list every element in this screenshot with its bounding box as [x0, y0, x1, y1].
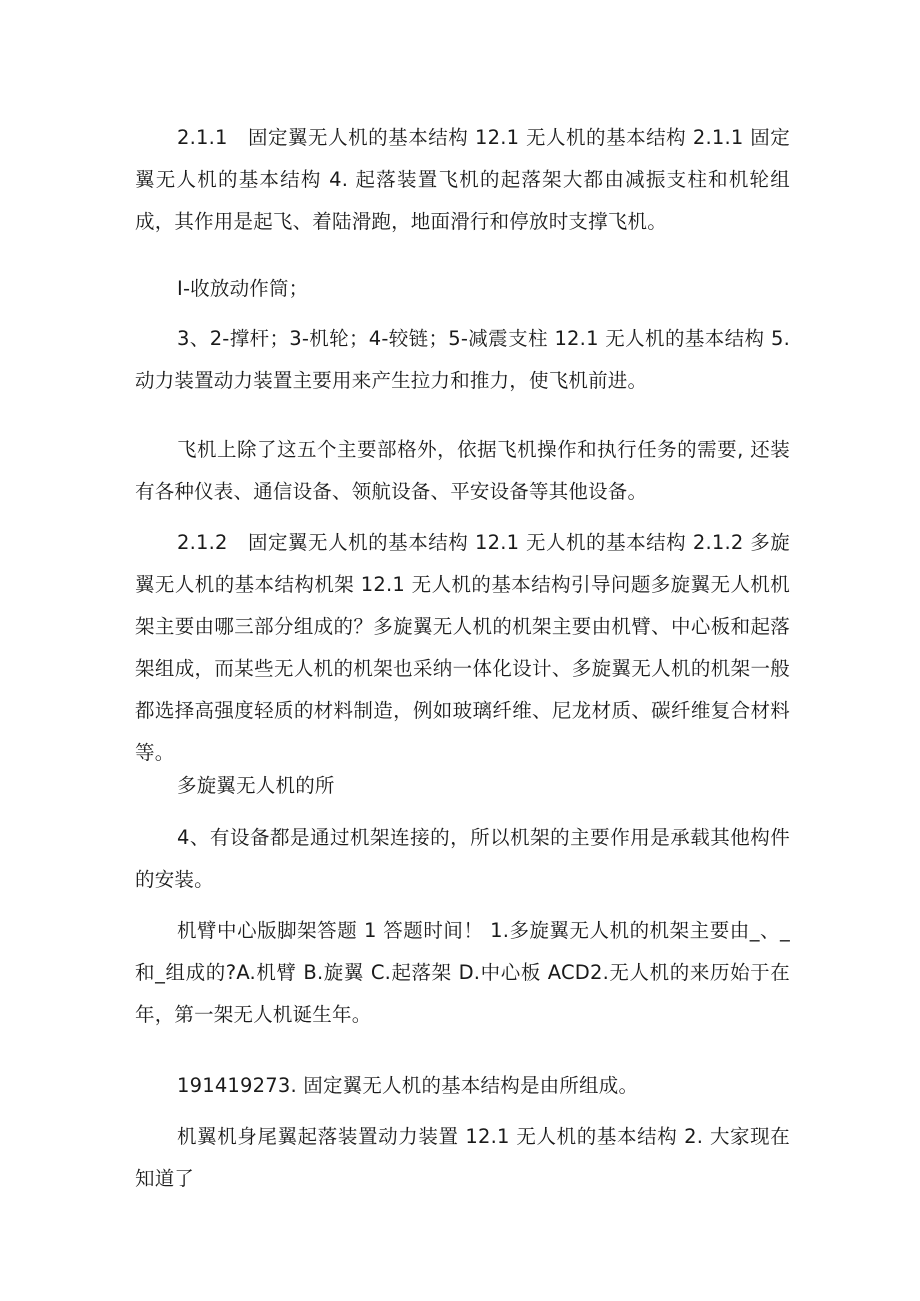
- paragraph-1: 2.1.1 固定翼无人机的基本结构 12.1 无人机的基本结构 2.1.1 固定翼无人机的基本结构 4. 起落装置飞机的起落架大都由减振支柱和机轮组成，其作用是起飞、着陆滑跑，地面滑行和停放时支撑飞机。: [135, 126, 790, 233]
- paragraph-4: 飞机上除了这五个主要部格外，依据飞机操作和执行任务的需要, 还装有各种仪表、通信设备、领航设备、平安设备等其他设备。: [135, 438, 790, 503]
- paragraph-9: 191419273. 固定翼无人机的基本结构是由所组成。: [177, 1074, 639, 1097]
- paragraph-2: I-收放动作筒；: [177, 277, 309, 300]
- paragraph-5: 2.1.2 固定翼无人机的基本结构 12.1 无人机的基本结构 2.1.2 多旋翼无人机的基本结构机架 12.1 无人机的基本结构引导问题多旋翼无人机机架主要由哪三部分组成的？多旋翼无人机的机架主要由机臂、中心板和起落架组成，而某些无人机的机架也采纳一体化设计、多旋翼无人机的机架一般都选择高强度轻质的材料制造，例如玻璃纤维、尼龙材质、碳纤维复合材料等。: [135, 531, 790, 764]
- paragraph-3: 3、2-撑杆；3-机轮；4-较链；5-减震支柱 12.1 无人机的基本结构 5. 动力装置动力装置主要用来产生拉力和推力，使飞机前进。: [135, 327, 790, 392]
- paragraph-8: 机臂中心版脚架答题 1 答题时间！ 1.多旋翼无人机的机架主要由_、_和_组成的?A.机臂 B.旋翼 C.起落架 D.中心板 ACD2.无人机的来历始于在年，第一架无人机诞生年。: [135, 919, 790, 1026]
- paragraph-10: 机翼机身尾翼起落装置动力装置 12.1 无人机的基本结构 2. 大家现在知道了: [135, 1125, 790, 1190]
- paragraph-7: 4、有设备都是通过机架连接的，所以机架的主要作用是承载其他构件的安装。: [135, 826, 790, 891]
- paragraph-6: 多旋翼无人机的所: [177, 774, 335, 797]
